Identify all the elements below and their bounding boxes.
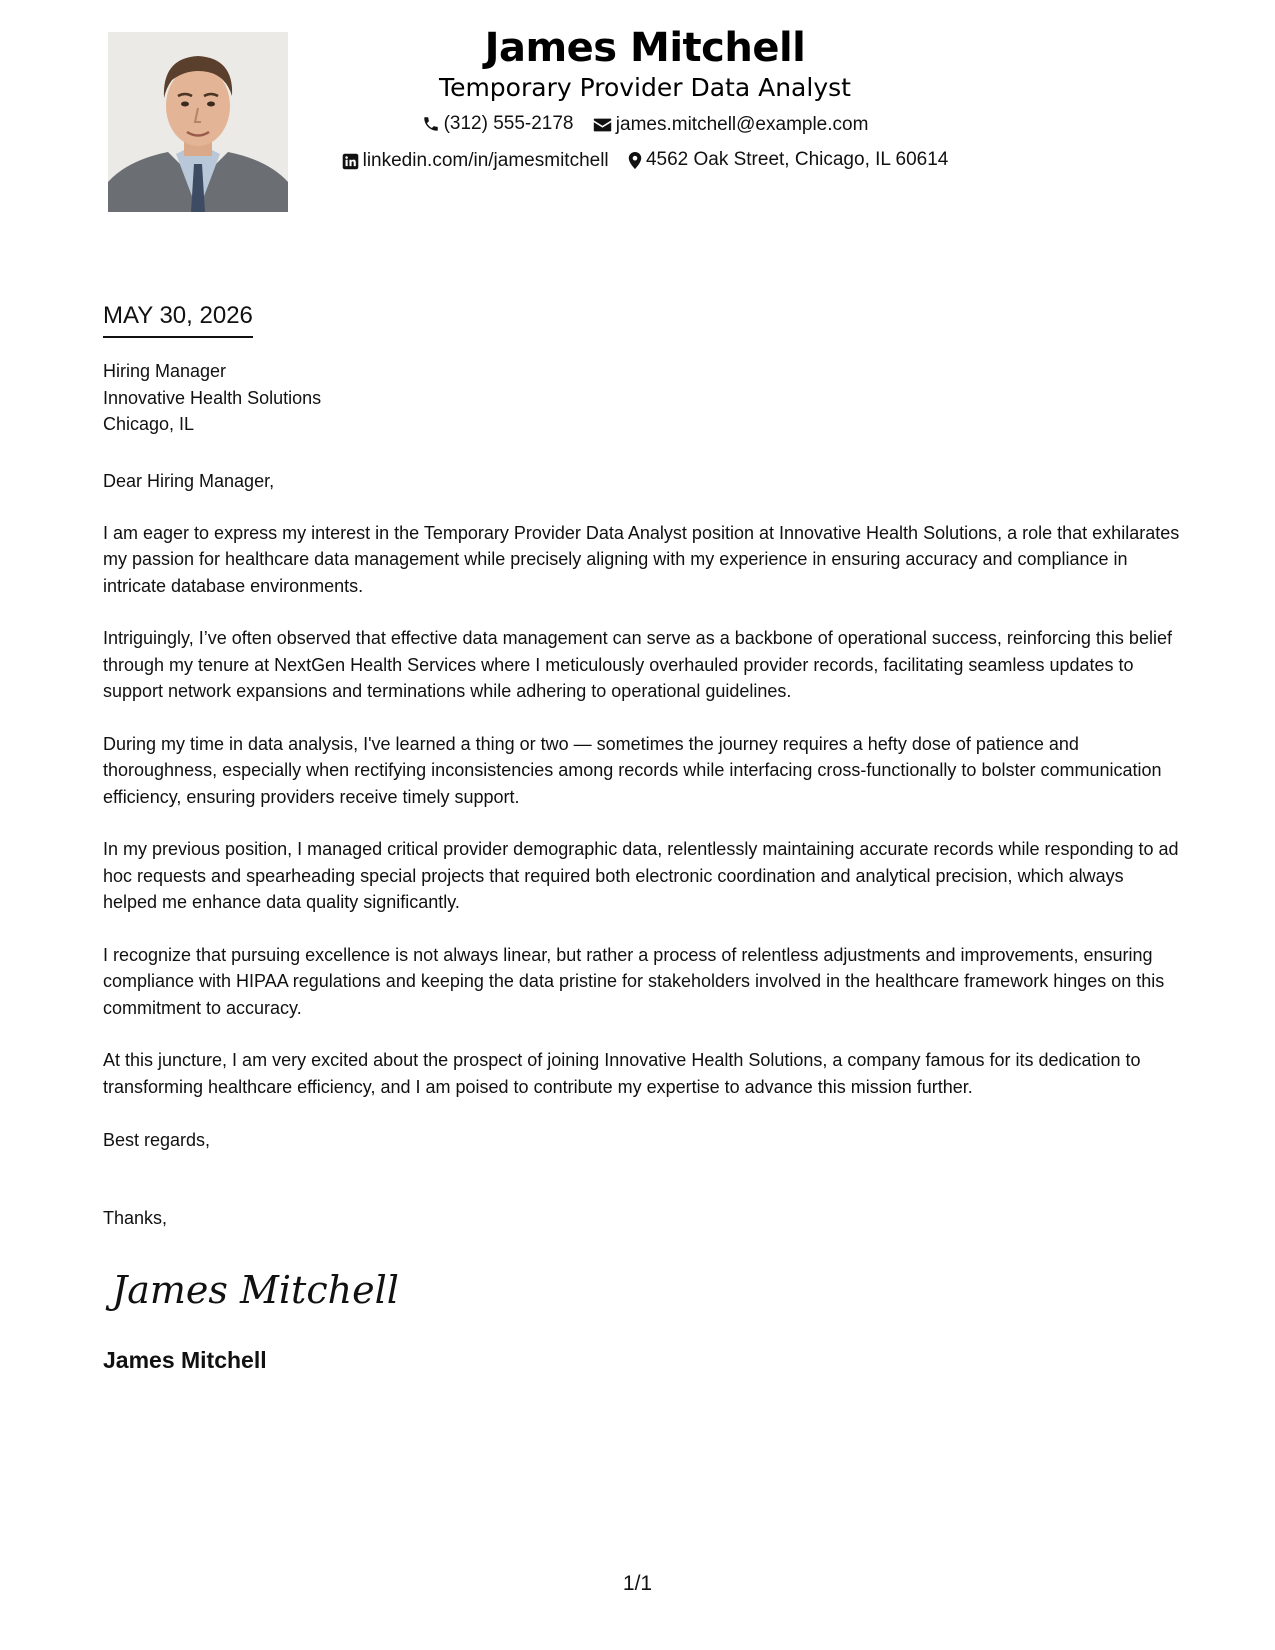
body-paragraph: During my time in data analysis, I've learned a thing or two — sometimes the journey requires a hefty dose of patience and thoroughness, especially when rectifying inconsistencies among records while interfacing cross-functionally to bolster communication efficiency, ensuring providers receive timely support.	[103, 733, 1162, 807]
body-paragraph: I recognize that pursuing excellence is not always linear, but rather a process of relentless adjustments and improvements, ensuring compliance with HIPAA regulations and keeping the data pristine for stakeholders involved in the healthcare framework hinges on this commitment to accuracy.	[103, 944, 1165, 1018]
phone-contact[interactable]	[422, 112, 574, 136]
letter-body	[103, 468, 1181, 1126]
recipient-company: Innovative Health Solutions	[103, 387, 322, 408]
recipient-location: Chicago, IL	[103, 414, 195, 434]
job-title: Temporary Provider Data Analyst	[439, 73, 851, 102]
resume-header	[300, 22, 990, 177]
email-text: james.mitchell@example.com	[615, 114, 869, 135]
applicant-name: James Mitchell	[484, 25, 806, 71]
linkedin-icon	[342, 153, 359, 170]
email-contact[interactable]	[593, 113, 869, 137]
recipient-title: Hiring Manager	[103, 361, 227, 381]
letter-date-block	[103, 300, 253, 338]
letter-date: MAY 30, 2026	[103, 300, 253, 338]
handwritten-signature	[108, 1255, 399, 1325]
closing-text: Best regards,	[103, 1130, 211, 1150]
envelope-icon	[593, 117, 612, 133]
map-pin-icon	[628, 151, 642, 170]
salutation: Dear Hiring Manager,	[103, 471, 275, 491]
body-paragraph: At this juncture, I am very excited about the prospect of joining Innovative Health Solutions, a company famous for its dedication to transforming healthcare efficiency, and I am poised to contribute my expertise to advance this mission further.	[103, 1050, 1141, 1097]
body-paragraph: Intriguingly, I’ve often observed that effective data management can serve as a backbone of operational success, reinforcing this belief through my tenure at NextGen Health Services where I meticulously overhauled provider records, facilitating seamless updates to support network expansions and terminations while adhering to operational guidelines.	[103, 628, 1172, 701]
contact-row-secondary	[300, 148, 990, 177]
signature-script: James Mitchell	[112, 1268, 399, 1312]
page-number: 1/1	[622, 1572, 653, 1595]
address-contact	[628, 148, 948, 172]
body-paragraph: In my previous position, I managed critical provider demographic data, relentlessly maintaining accurate records while responding to ad hoc requests and spearheading special projects that required both electronic coordination and analytical precision, which always helped me enhance data quality significantly.	[103, 839, 1179, 912]
recipient-block	[103, 358, 321, 438]
contact-row-primary	[300, 112, 990, 140]
linkedin-text: linkedin.com/in/jamesmitchell	[362, 150, 609, 171]
thanks-text: Thanks,	[103, 1208, 168, 1228]
phone-text: (312) 555-2178	[443, 113, 574, 134]
body-paragraph: I am eager to express my interest in the Temporary Provider Data Analyst position at Innovative Health Solutions, a role that exhilarates my passion for healthcare data management while precisely aligning with my experience in ensuring accuracy and compliance in intricate database environments.	[103, 522, 1180, 596]
address-text: 4562 Oak Street, Chicago, IL 60614	[645, 149, 949, 170]
profile-photo	[108, 32, 288, 212]
linkedin-contact[interactable]	[342, 149, 609, 173]
phone-icon	[422, 115, 440, 133]
signer-name: James Mitchell	[103, 1347, 267, 1373]
